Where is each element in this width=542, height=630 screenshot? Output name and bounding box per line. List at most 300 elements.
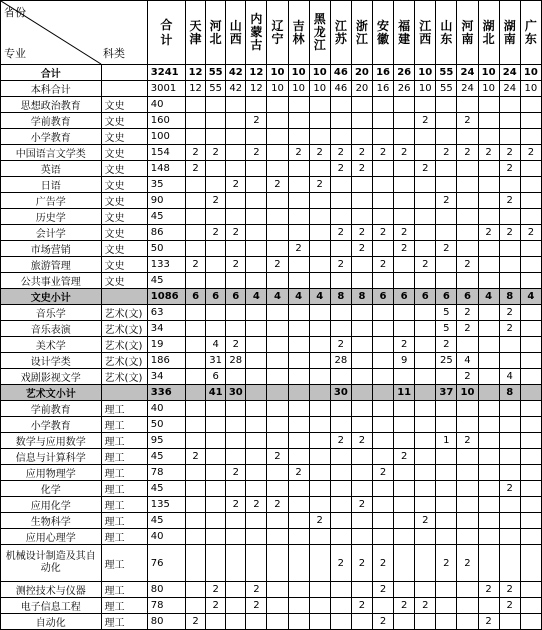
major-name-cell: 应用物理学 — [1, 465, 102, 481]
quota-cell — [309, 598, 330, 614]
quota-cell: 10 — [309, 65, 330, 81]
quota-cell — [288, 433, 309, 449]
quota-cell: 2 — [372, 614, 393, 630]
quota-cell — [351, 193, 372, 209]
total-cell: 100 — [147, 129, 185, 145]
quota-cell: 2 — [186, 161, 206, 177]
quota-cell — [394, 161, 415, 177]
quota-cell — [309, 225, 330, 241]
quota-cell — [206, 614, 226, 630]
quota-cell — [372, 433, 393, 449]
quota-cell: 2 — [372, 465, 393, 481]
quota-cell — [330, 598, 351, 614]
quota-cell: 12 — [186, 65, 206, 81]
quota-cell — [206, 465, 226, 481]
quota-cell — [267, 369, 288, 385]
quota-cell — [351, 417, 372, 433]
quota-cell — [520, 598, 541, 614]
quota-cell — [206, 497, 226, 513]
quota-cell: 2 — [499, 598, 520, 614]
quota-cell — [186, 513, 206, 529]
quota-cell — [267, 337, 288, 353]
quota-cell — [415, 433, 436, 449]
table-row — [1, 97, 542, 113]
table-row — [1, 161, 542, 177]
quota-cell: 2 — [309, 177, 330, 193]
quota-cell: 2 — [351, 145, 372, 161]
quota-cell — [246, 614, 267, 630]
table-row — [1, 273, 542, 289]
quota-cell: 6 — [394, 289, 415, 305]
quota-cell: 2 — [520, 225, 541, 241]
quota-cell — [520, 209, 541, 225]
quota-cell — [330, 449, 351, 465]
category-cell: 理工 — [101, 417, 147, 433]
category-cell: 艺术(文) — [101, 369, 147, 385]
province-header: 吉 林 — [288, 1, 309, 65]
quota-cell: 20 — [351, 81, 372, 97]
total-cell: 133 — [147, 257, 185, 273]
category-cell: 文史 — [101, 161, 147, 177]
quota-cell: 2 — [330, 161, 351, 177]
quota-cell — [330, 97, 351, 113]
quota-cell — [478, 417, 499, 433]
category-cell — [101, 289, 147, 305]
quota-cell — [478, 598, 499, 614]
quota-cell — [288, 353, 309, 369]
quota-cell — [288, 193, 309, 209]
quota-cell — [436, 598, 457, 614]
quota-cell — [436, 417, 457, 433]
quota-cell — [246, 257, 267, 273]
quota-cell — [288, 113, 309, 129]
quota-cell — [415, 614, 436, 630]
quota-cell — [206, 113, 226, 129]
quota-cell — [309, 193, 330, 209]
quota-cell — [457, 417, 478, 433]
quota-cell — [478, 449, 499, 465]
quota-cell — [499, 545, 520, 582]
quota-cell: 10 — [267, 81, 288, 97]
quota-cell — [246, 321, 267, 337]
quota-cell: 8 — [499, 385, 520, 401]
quota-cell: 2 — [436, 193, 457, 209]
quota-cell — [520, 481, 541, 497]
quota-cell: 2 — [267, 177, 288, 193]
total-cell: 76 — [147, 545, 185, 582]
quota-cell — [206, 177, 226, 193]
quota-cell — [330, 305, 351, 321]
quota-cell: 2 — [372, 582, 393, 598]
table-row — [1, 481, 542, 497]
quota-cell: 20 — [351, 65, 372, 81]
quota-cell — [267, 97, 288, 113]
quota-cell — [288, 369, 309, 385]
quota-cell — [186, 241, 206, 257]
quota-cell — [415, 209, 436, 225]
quota-cell — [186, 273, 206, 289]
quota-cell — [415, 582, 436, 598]
quota-cell — [394, 481, 415, 497]
quota-cell — [457, 513, 478, 529]
total-cell: 3241 — [147, 65, 185, 81]
quota-cell — [520, 305, 541, 321]
quota-cell: 2 — [246, 145, 267, 161]
quota-cell — [267, 273, 288, 289]
quota-cell — [457, 209, 478, 225]
total-cell: 34 — [147, 369, 185, 385]
table-row — [1, 529, 542, 545]
quota-cell: 2 — [206, 598, 226, 614]
corner-header-cell — [1, 1, 148, 65]
quota-cell — [499, 433, 520, 449]
quota-cell: 2 — [499, 582, 520, 598]
quota-cell — [415, 529, 436, 545]
total-cell: 35 — [147, 177, 185, 193]
quota-cell — [351, 481, 372, 497]
category-cell — [101, 65, 147, 81]
total-cell: 40 — [147, 529, 185, 545]
quota-cell: 2 — [499, 193, 520, 209]
quota-cell — [288, 305, 309, 321]
quota-cell — [206, 449, 226, 465]
quota-cell: 2 — [186, 257, 206, 273]
total-cell: 135 — [147, 497, 185, 513]
category-cell: 艺术(文) — [101, 321, 147, 337]
quota-cell: 2 — [457, 113, 478, 129]
major-name-cell: 合计 — [1, 65, 102, 81]
total-cell: 95 — [147, 433, 185, 449]
quota-cell: 2 — [478, 145, 499, 161]
quota-cell — [246, 225, 267, 241]
subtotal-row — [1, 385, 542, 401]
quota-cell — [499, 209, 520, 225]
province-header: 黑 龙 江 — [309, 1, 330, 65]
quota-cell — [206, 433, 226, 449]
quota-cell: 4 — [520, 289, 541, 305]
province-header: 湖 北 — [478, 1, 499, 65]
quota-cell: 10 — [415, 81, 436, 97]
quota-cell — [186, 337, 206, 353]
quota-cell — [206, 481, 226, 497]
quota-cell: 2 — [288, 145, 309, 161]
quota-cell — [457, 614, 478, 630]
quota-cell: 10 — [288, 81, 309, 97]
quota-cell — [288, 97, 309, 113]
quota-cell — [288, 257, 309, 273]
quota-cell — [309, 614, 330, 630]
total-cell: 154 — [147, 145, 185, 161]
quota-cell — [309, 209, 330, 225]
quota-cell — [186, 417, 206, 433]
quota-cell: 2 — [499, 225, 520, 241]
quota-cell — [330, 465, 351, 481]
quota-cell — [372, 321, 393, 337]
quota-cell — [478, 321, 499, 337]
quota-cell: 2 — [226, 337, 246, 353]
quota-cell: 2 — [351, 433, 372, 449]
quota-cell — [226, 369, 246, 385]
quota-cell — [226, 305, 246, 321]
quota-cell — [351, 257, 372, 273]
quota-cell — [478, 305, 499, 321]
quota-cell — [186, 353, 206, 369]
quota-cell — [206, 241, 226, 257]
quota-cell — [457, 241, 478, 257]
total-cell: 86 — [147, 225, 185, 241]
quota-cell — [186, 113, 206, 129]
quota-cell: 2 — [436, 545, 457, 582]
total-cell: 45 — [147, 481, 185, 497]
quota-cell — [415, 273, 436, 289]
quota-cell — [226, 481, 246, 497]
quota-cell — [457, 598, 478, 614]
quota-cell: 16 — [372, 65, 393, 81]
quota-cell — [267, 321, 288, 337]
quota-cell: 2 — [267, 497, 288, 513]
quota-cell: 6 — [226, 289, 246, 305]
quota-cell — [436, 273, 457, 289]
quota-cell — [436, 614, 457, 630]
quota-cell — [246, 449, 267, 465]
quota-cell — [246, 465, 267, 481]
quota-cell — [499, 129, 520, 145]
quota-cell — [372, 353, 393, 369]
quota-cell — [246, 545, 267, 582]
quota-cell — [288, 513, 309, 529]
quota-cell — [226, 513, 246, 529]
quota-cell — [520, 369, 541, 385]
quota-cell — [499, 465, 520, 481]
total-cell: 160 — [147, 113, 185, 129]
quota-cell: 2 — [415, 161, 436, 177]
province-header: 内 蒙 古 — [246, 1, 267, 65]
quota-cell — [246, 273, 267, 289]
quota-cell — [499, 97, 520, 113]
quota-cell — [415, 385, 436, 401]
quota-cell — [520, 193, 541, 209]
quota-cell — [309, 449, 330, 465]
quota-cell — [351, 582, 372, 598]
quota-cell — [457, 97, 478, 113]
quota-cell: 10 — [267, 65, 288, 81]
quota-cell — [309, 273, 330, 289]
category-cell: 理工 — [101, 465, 147, 481]
major-name-cell: 测控技术与仪器 — [1, 582, 102, 598]
quota-cell — [186, 465, 206, 481]
quota-cell — [309, 129, 330, 145]
quota-cell: 12 — [246, 65, 267, 81]
quota-cell — [246, 177, 267, 193]
quota-cell — [415, 449, 436, 465]
quota-cell — [288, 614, 309, 630]
quota-cell — [186, 209, 206, 225]
quota-cell — [246, 305, 267, 321]
quota-cell — [267, 598, 288, 614]
table-row — [1, 145, 542, 161]
quota-cell — [415, 417, 436, 433]
quota-cell — [499, 417, 520, 433]
quota-cell: 2 — [372, 257, 393, 273]
quota-cell — [478, 497, 499, 513]
major-name-cell: 英语 — [1, 161, 102, 177]
quota-cell — [478, 465, 499, 481]
quota-cell — [372, 385, 393, 401]
table-row — [1, 225, 542, 241]
quota-cell — [520, 273, 541, 289]
quota-cell — [499, 449, 520, 465]
quota-cell — [246, 209, 267, 225]
quota-cell — [267, 193, 288, 209]
quota-cell — [288, 273, 309, 289]
quota-cell — [478, 273, 499, 289]
total-cell: 34 — [147, 321, 185, 337]
quota-cell — [186, 545, 206, 582]
quota-cell — [288, 401, 309, 417]
total-cell: 78 — [147, 465, 185, 481]
category-cell: 艺术(文) — [101, 337, 147, 353]
quota-cell — [394, 433, 415, 449]
quota-cell — [372, 481, 393, 497]
quota-cell — [457, 129, 478, 145]
quota-cell — [372, 337, 393, 353]
major-label: 专业 — [4, 47, 26, 60]
quota-cell — [394, 305, 415, 321]
quota-cell: 4 — [499, 369, 520, 385]
quota-cell: 2 — [415, 257, 436, 273]
quota-cell: 2 — [206, 225, 226, 241]
quota-cell — [226, 598, 246, 614]
total-cell: 3001 — [147, 81, 185, 97]
quota-cell — [520, 401, 541, 417]
quota-cell: 2 — [478, 225, 499, 241]
quota-cell — [372, 513, 393, 529]
quota-cell — [520, 177, 541, 193]
major-name-cell: 化学 — [1, 481, 102, 497]
quota-cell: 5 — [436, 305, 457, 321]
table-row — [1, 209, 542, 225]
quota-cell — [499, 177, 520, 193]
quota-cell: 2 — [457, 305, 478, 321]
quota-cell — [520, 449, 541, 465]
quota-cell — [186, 129, 206, 145]
quota-cell — [226, 582, 246, 598]
quota-cell: 2 — [351, 161, 372, 177]
quota-cell — [415, 497, 436, 513]
quota-cell — [436, 465, 457, 481]
major-name-cell: 艺术文小计 — [1, 385, 102, 401]
category-cell: 文史 — [101, 113, 147, 129]
quota-cell: 2 — [499, 481, 520, 497]
quota-cell — [246, 193, 267, 209]
quota-cell: 55 — [436, 65, 457, 81]
quota-cell — [309, 369, 330, 385]
major-name-cell: 旅游管理 — [1, 257, 102, 273]
quota-cell: 2 — [436, 241, 457, 257]
quota-cell — [372, 417, 393, 433]
category-cell — [101, 81, 147, 97]
quota-cell: 2 — [330, 257, 351, 273]
quota-cell: 6 — [186, 289, 206, 305]
quota-cell — [415, 321, 436, 337]
major-name-cell: 音乐学 — [1, 305, 102, 321]
quota-cell — [226, 449, 246, 465]
quota-cell — [309, 353, 330, 369]
quota-cell — [520, 433, 541, 449]
quota-cell — [267, 545, 288, 582]
quota-cell — [288, 449, 309, 465]
quota-cell — [267, 209, 288, 225]
province-header: 江 西 — [415, 1, 436, 65]
quota-cell — [372, 497, 393, 513]
total-cell: 45 — [147, 449, 185, 465]
quota-cell: 55 — [436, 81, 457, 97]
quota-cell: 6 — [372, 289, 393, 305]
quota-cell — [267, 305, 288, 321]
quota-cell — [478, 193, 499, 209]
table-row — [1, 241, 542, 257]
province-header: 山 东 — [436, 1, 457, 65]
category-cell: 文史 — [101, 273, 147, 289]
quota-cell — [309, 582, 330, 598]
category-cell: 理工 — [101, 614, 147, 630]
quota-cell — [267, 353, 288, 369]
quota-cell — [436, 369, 457, 385]
quota-cell — [246, 529, 267, 545]
table-row — [1, 417, 542, 433]
quota-cell — [267, 513, 288, 529]
major-name-cell: 生物科学 — [1, 513, 102, 529]
quota-cell — [457, 529, 478, 545]
quota-cell — [394, 113, 415, 129]
quota-cell — [288, 321, 309, 337]
quota-cell: 2 — [186, 449, 206, 465]
category-label: 科类 — [103, 47, 125, 60]
total-cell: 1086 — [147, 289, 185, 305]
quota-cell — [186, 598, 206, 614]
table-row — [1, 545, 542, 582]
table-row — [1, 598, 542, 614]
quota-cell — [267, 529, 288, 545]
quota-cell: 31 — [206, 353, 226, 369]
major-name-cell: 日语 — [1, 177, 102, 193]
quota-cell — [186, 582, 206, 598]
total-cell: 45 — [147, 513, 185, 529]
quota-cell — [478, 529, 499, 545]
major-name-cell: 本科合计 — [1, 81, 102, 97]
quota-cell — [499, 273, 520, 289]
quota-cell: 10 — [520, 81, 541, 97]
quota-cell — [206, 273, 226, 289]
quota-cell: 2 — [206, 582, 226, 598]
quota-cell — [478, 401, 499, 417]
quota-cell: 42 — [226, 65, 246, 81]
quota-cell: 6 — [457, 289, 478, 305]
quota-cell: 2 — [394, 449, 415, 465]
quota-cell — [478, 369, 499, 385]
quota-cell — [372, 241, 393, 257]
quota-cell — [415, 177, 436, 193]
quota-cell — [267, 465, 288, 481]
quota-cell: 2 — [394, 145, 415, 161]
province-label: 省份 — [4, 6, 26, 19]
quota-cell — [372, 529, 393, 545]
quota-cell: 2 — [288, 241, 309, 257]
quota-cell — [309, 417, 330, 433]
major-name-cell: 文史小计 — [1, 289, 102, 305]
quota-cell — [309, 337, 330, 353]
quota-cell — [246, 513, 267, 529]
